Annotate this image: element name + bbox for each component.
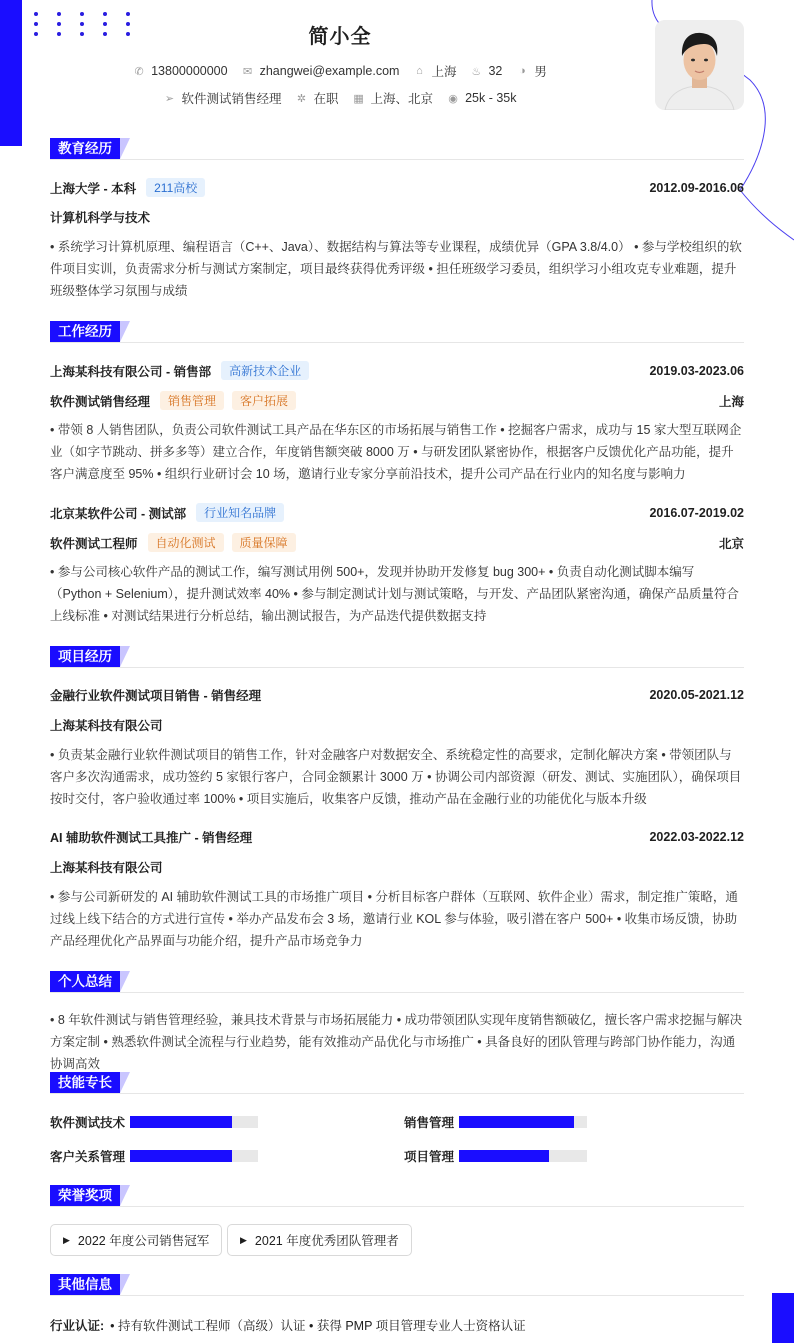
work-1-company: 上海某科技有限公司 - 销售部 [50,364,212,379]
phone-icon: ✆ [134,65,144,78]
contact-row-job [0,89,680,107]
avatar-illustration [655,20,744,110]
project-2-description: • 参与公司新研发的 AI 辅助软件测试工具的市场推广项目 • 分析目标客户群体（互联网、软件企业）需求，制定推广策略，通过线上线下结合的方式进行宣传 • 举办产品发布会 3 场，邀请行业 KOL 参与体验，吸引潜在客户 500+ • 收集市场反馈，协助产品经理优化产品界面与功能介绍，提升产品市场竞争力 [50,890,738,948]
phone-text: 13800000000 [151,64,228,78]
contact-target-city [353,89,434,107]
education-period: 2012.09-2016.06 [649,180,744,195]
work-2-location: 北京 [718,536,744,551]
target-city-text: 上海、北京 [370,92,434,106]
education-section [50,138,744,303]
awards-header [50,1185,744,1207]
other-info-row [50,1316,744,1334]
awards-section [50,1185,744,1260]
cake-icon: ♨ [471,65,482,78]
other-title: 其他信息 [50,1274,120,1295]
other-header [50,1274,744,1296]
skill-3-name: 客户关系管理 [50,1150,126,1164]
education-title: 教育经历 [50,138,120,159]
work-2-role-tag-2: 质量保障 [232,533,296,552]
project-1-header [50,686,744,704]
work-1-role-tag-1: 销售管理 [160,391,224,410]
project-2-header [50,828,744,846]
email-text: zhangwei@example.com [259,64,400,78]
home-icon: ⌂ [416,65,423,77]
work-2-description: • 参与公司核心软件产品的测试工作，编写测试用例 500+，发现并协助开发修复 bug 300+ • 负责自动化测试脚本编写（Python + Selenium），提升测试效率 40% • 参与制定测试计划与测试策略，与开发、产品团队紧密沟通，确保产品质量符合上线标准 • 对测试结果进行分析总结，输出测试报告，为产品迭代提供数据支持 [50,565,739,623]
skill-1-fill [130,1116,232,1128]
work-entry-2-role [50,533,744,552]
coin-icon: ◉ [448,92,458,105]
project-1-period: 2020.05-2021.12 [649,688,744,702]
skill-4-bar [459,1150,587,1162]
work-1-company-tag: 高新技术企业 [221,361,309,380]
work-1-role-tag-2: 客户拓展 [232,391,296,410]
contact-phone [133,64,227,78]
work-1-role: 软件测试销售经理 [50,394,151,409]
education-school: 上海大学 - 本科 [50,181,137,196]
skills-title: 技能专长 [50,1072,120,1093]
education-description: • 系统学习计算机原理、编程语言（C++、Java）、数据结构与算法等专业课程，成绩优异（GPA 3.8/4.0） • 参与学校组织的软件项目实训，负责需求分析与测试方案制定，项目最终获得优秀评级 • 担任班级学习委员，组织学习小组攻克专业难题，提升班级整体学习氛围与成绩 [50,240,742,298]
project-2-company-row [50,858,744,876]
summary-text: • 8 年软件测试与销售管理经验，兼具技术背景与市场拓展能力 • 成功带领团队实现年度销售额破亿，擅长客户需求挖掘与解决方案定制 • 熟悉软件测试全流程与行业趋势，能有效推动产品优化与市场推广 • 具备良好的团队管理与跨部门协作能力，沟通协调高效 [50,1013,743,1071]
profile-photo [655,20,744,110]
projects-title: 项目经历 [50,646,120,667]
award-2-text: 2021 年度优秀团队管理者 [254,1234,399,1248]
contact-row-basic [0,62,680,80]
education-major-row [50,208,744,226]
age-text: 32 [488,64,503,78]
building-icon: ▦ [353,92,364,105]
gender-icon: ◑ [519,65,526,77]
skill-item-2 [404,1113,587,1131]
other-label: 行业认证: [50,1319,105,1333]
skills-section [50,1072,744,1172]
skill-2-fill [459,1116,574,1128]
decorative-bar-right [772,1293,794,1343]
award-1-text: 2022 年度公司销售冠军 [77,1234,210,1248]
work-1-period: 2019.03-2023.06 [649,363,744,378]
education-school-group [50,178,205,197]
work-entry-1-role [50,391,744,410]
skill-1-bar [130,1116,258,1128]
work-header [50,321,744,343]
other-text: • 持有软件测试工程师（高级）认证 • 获得 PMP 项目管理专业人士资格认证 [110,1319,526,1333]
education-tag: 211高校 [146,178,205,197]
contact-age [470,64,502,78]
send-icon: ➢ [164,92,175,105]
summary-title: 个人总结 [50,971,120,992]
other-section [50,1274,744,1339]
project-2-company: 上海某科技有限公司 [50,861,163,875]
position-text: 软件测试销售经理 [181,92,282,106]
project-1-description: • 负责某金融行业软件测试项目的销售工作，针对金融客户对数据安全、系统稳定性的高要求，定制化解决方案 • 带领团队与客户多次沟通需求，成功签约 5 家银行客户，合同金额累计 3000 万 • 协调公司内部资源（研发、测试、实施团队），确保项目按时交付，客户验收通过率 100% • 项目实施后，收集客户反馈，推动产品在金融行业的功能优化与版本升级 [50,748,742,806]
education-major: 计算机科学与技术 [50,211,151,225]
project-2-name: AI 辅助软件测试工具推广 - 销售经理 [50,831,253,845]
contact-email [242,64,400,78]
work-1-description: • 带领 8 人销售团队，负责公司软件测试工具产品在华东区的市场拓展与销售工作 • 挖掘客户需求，成功与 15 家大型互联网企业（如字节跳动、拼多多等）建立合作，年度销售额突破 8000 万 • 与研发团队紧密协作，根据客户反馈优化产品功能，提升客户满意度至 95% • 组织行业研讨会 10 场，邀请行业专家分享前沿技术，提升公司产品在行业内的知名度与影响力 [50,423,742,481]
education-entry-row [50,178,744,197]
work-1-location: 上海 [718,394,744,409]
skill-item-1 [50,1113,258,1131]
skill-3-fill [130,1150,232,1162]
work-entry-1-header [50,361,744,380]
skills-header [50,1072,744,1094]
skill-item-4 [404,1147,587,1165]
project-1-company: 上海某科技有限公司 [50,719,163,733]
play-triangle-icon: ▶ [240,1234,247,1245]
skill-3-bar [130,1150,258,1162]
summary-header [50,971,744,993]
contact-gender [516,62,547,80]
skill-1-name: 软件测试技术 [50,1116,126,1130]
skill-2-bar [459,1116,587,1128]
awards-title: 荣誉奖项 [50,1185,120,1206]
candidate-name: 简小全 [308,26,372,48]
work-2-company: 北京某软件公司 - 测试部 [50,506,187,521]
work-title: 工作经历 [50,321,120,342]
mail-icon: ✉ [242,65,253,78]
skill-2-name: 销售管理 [404,1116,455,1130]
play-triangle-icon: ▶ [63,1234,70,1245]
work-2-company-tag: 行业知名品牌 [196,503,284,522]
project-2-period: 2022.03-2022.12 [649,830,744,844]
project-1-name: 金融行业软件测试项目销售 - 销售经理 [50,689,262,703]
sparkle-icon: ✲ [296,92,307,105]
work-section [50,321,744,631]
contact-status [296,89,339,107]
projects-section [50,646,744,956]
projects-header [50,646,744,668]
work-entry-2-header [50,503,744,522]
contact-city [413,62,456,80]
skill-4-name: 项目管理 [404,1150,455,1164]
award-item-2 [227,1224,412,1256]
city-text: 上海 [431,65,457,79]
contact-position [164,89,282,107]
work-2-period: 2016.07-2019.02 [649,505,744,520]
contact-salary [447,91,516,105]
work-2-role: 软件测试工程师 [50,536,138,551]
salary-text: 25k - 35k [465,91,517,105]
gender-text: 男 [534,65,547,79]
skill-item-3 [50,1147,258,1165]
project-1-company-row [50,716,744,734]
award-item-1 [50,1224,222,1256]
education-header [50,138,744,160]
work-2-role-tag-1: 自动化测试 [148,533,224,552]
status-text: 在职 [313,92,339,106]
summary-section [50,971,744,1071]
skill-4-fill [459,1150,549,1162]
